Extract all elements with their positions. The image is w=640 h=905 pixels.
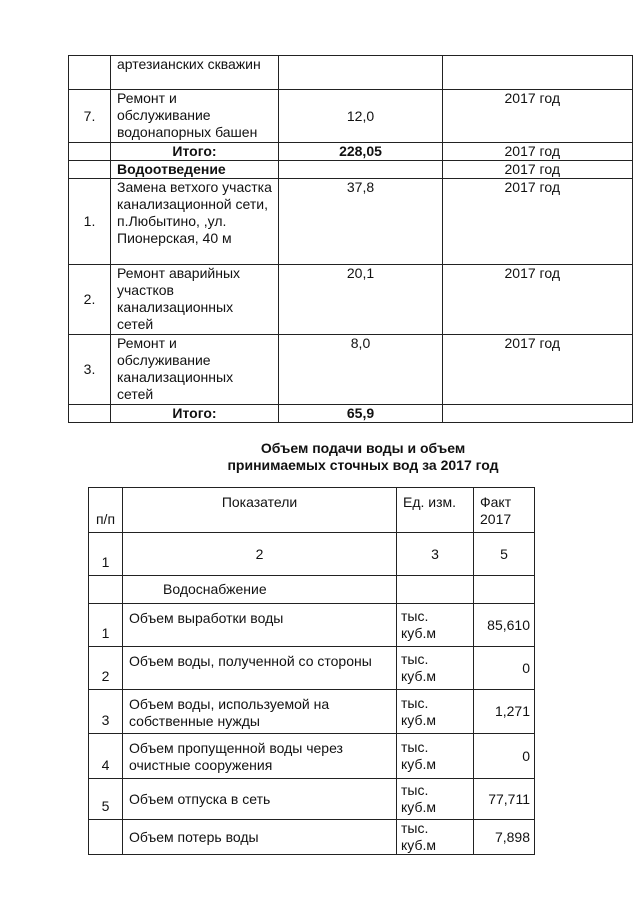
- row-number: [69, 56, 111, 90]
- table-row: [89, 647, 535, 690]
- empty-cell: [474, 576, 535, 604]
- header-row: [89, 488, 535, 533]
- work-name: артезианских скважин: [111, 56, 279, 90]
- work-name: Ремонт аварийных участков канализационных сетей: [111, 265, 279, 335]
- fact-value: 7,898: [474, 820, 535, 855]
- work-name: Замена ветхого участка канализационной сети, п.Любытино, ,ул. Пионерская, 40 м: [111, 179, 279, 265]
- empty-cell: [443, 405, 633, 423]
- indicator-name: Объем воды, полученной со стороны: [123, 647, 397, 690]
- index-np: 1: [89, 533, 123, 576]
- fact-value: 77,711: [474, 779, 535, 820]
- empty-cell: [69, 143, 111, 161]
- fact-value: 0: [474, 734, 535, 779]
- section-label: Водоотведение: [111, 161, 279, 179]
- total-amount: 65,9: [279, 405, 443, 423]
- table-row: [89, 779, 535, 820]
- unit: тыс. куб.м: [397, 820, 474, 855]
- table-row: [89, 820, 535, 855]
- row-number: 4: [89, 734, 123, 779]
- amount: [279, 56, 443, 90]
- empty-cell: [69, 161, 111, 179]
- header-fact: Факт 2017: [474, 488, 535, 533]
- water-volume-table: [88, 487, 535, 855]
- row-number: [89, 820, 123, 855]
- table-row: [69, 335, 633, 405]
- table-row: [69, 265, 633, 335]
- unit: тыс. куб.м: [397, 779, 474, 820]
- amount: 37,8: [279, 179, 443, 265]
- fact-value: 0: [474, 647, 535, 690]
- index-row: [89, 533, 535, 576]
- work-name: Ремонт и обслуживание водонапорных башен: [111, 90, 279, 143]
- section-title-line1: Объем подачи воды и объем: [260, 440, 466, 456]
- row-number: 3: [89, 690, 123, 734]
- unit: тыс. куб.м: [397, 690, 474, 734]
- table-row: [89, 690, 535, 734]
- fact-value: 85,610: [474, 604, 535, 647]
- row-number: 2: [89, 647, 123, 690]
- empty-cell: [69, 405, 111, 423]
- empty-cell: [89, 576, 123, 604]
- row-number: 1.: [69, 179, 111, 265]
- total-label: Итого:: [111, 405, 279, 423]
- index-unit: 3: [397, 533, 474, 576]
- amount: 8,0: [279, 335, 443, 405]
- amount: 20,1: [279, 265, 443, 335]
- group-row: [89, 576, 535, 604]
- table-row: [69, 179, 633, 265]
- section-row: [69, 161, 633, 179]
- table-row: [89, 604, 535, 647]
- row-number: 2.: [69, 265, 111, 335]
- header-unit: Ед. изм.: [397, 488, 474, 533]
- year: 2017 год: [443, 265, 633, 335]
- year: 2017 год: [443, 335, 633, 405]
- row-number: 1: [89, 604, 123, 647]
- year: 2017 год: [443, 90, 633, 143]
- unit: тыс. куб.м: [397, 734, 474, 779]
- amount: 12,0: [279, 90, 443, 143]
- expenses-table: [68, 55, 633, 423]
- indicator-name: Объем выработки воды: [123, 604, 397, 647]
- empty-cell: [279, 161, 443, 179]
- total-label: Итого:: [111, 143, 279, 161]
- year: 2017 год: [443, 179, 633, 265]
- unit: тыс. куб.м: [397, 604, 474, 647]
- indicator-name: Объем воды, используемой на собственные нужды: [123, 690, 397, 734]
- fact-value: 1,271: [474, 690, 535, 734]
- row-number: 3.: [69, 335, 111, 405]
- year: [443, 56, 633, 90]
- header-np: п/п: [89, 488, 123, 533]
- group-label: Водоснабжение: [123, 576, 397, 604]
- section-title-line2: принимаемых сточных вод за 2017 год: [227, 457, 499, 473]
- table-row: [69, 90, 633, 143]
- index-indicator: 2: [123, 533, 397, 576]
- indicator-name: Объем пропущенной воды через очистные сооружения: [123, 734, 397, 779]
- row-number: 7.: [69, 90, 111, 143]
- work-name: Ремонт и обслуживание канализационных сетей: [111, 335, 279, 405]
- indicator-name: Объем отпуска в сеть: [123, 779, 397, 820]
- table-row: [69, 56, 633, 90]
- header-indicator: Показатели: [123, 488, 397, 533]
- total-amount: 228,05: [279, 143, 443, 161]
- total-row: [69, 405, 633, 423]
- index-fact: 5: [474, 533, 535, 576]
- row-number: 5: [89, 779, 123, 820]
- empty-cell: [397, 576, 474, 604]
- year: 2017 год: [443, 161, 633, 179]
- total-row: [69, 143, 633, 161]
- indicator-name: Объем потерь воды: [123, 820, 397, 855]
- table-row: [89, 734, 535, 779]
- year: 2017 год: [443, 143, 633, 161]
- unit: тыс. куб.м: [397, 647, 474, 690]
